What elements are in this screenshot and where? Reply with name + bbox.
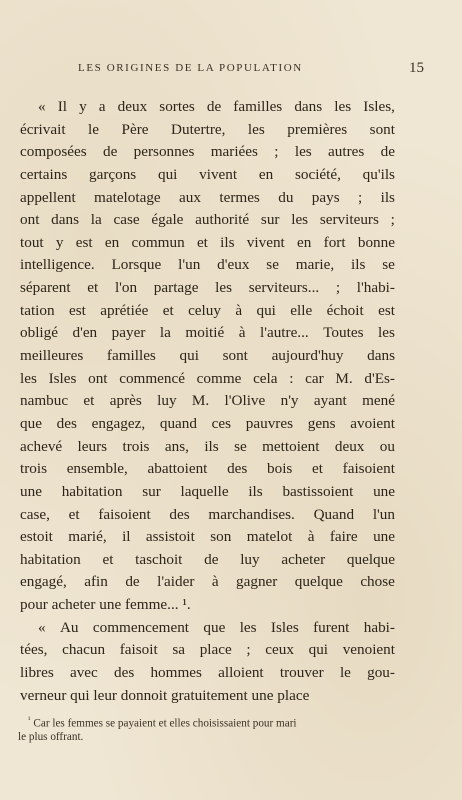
footnote-text: le plus offrant.: [18, 730, 84, 743]
text-line: tout y est en commun et ils vivent en fort bonne: [20, 233, 395, 251]
text-line: séparent et l'on partage les serviteurs... ; l'habi-: [20, 279, 395, 297]
text-line: pour acheter une femme... ¹.: [20, 596, 191, 614]
footnote-marker: ¹: [28, 715, 31, 724]
running-header: [70, 62, 424, 80]
text-line: une habitation sur laquelle ils bastissoient une: [20, 482, 395, 500]
text-line: écrivait le Père Dutertre, les premières sont: [20, 120, 395, 138]
footnote-text: Car les femmes se payaient et elles choisissaient pour mari: [33, 717, 297, 730]
text-line: case, et faisoient des marchandises. Quand l'un: [20, 505, 395, 523]
footnote-line: [18, 731, 398, 744]
text-line: engagé, afin de l'aider à gagner quelque chose: [20, 573, 395, 591]
text-line: « Il y a deux sortes de familles dans les Isles,: [38, 98, 395, 115]
text-line: que des engagez, quand ces pauvres gens avoient: [20, 414, 395, 432]
text-line: tées, chacun faisoit sa place ; ceux qui venoient: [20, 641, 395, 659]
text-line: libres avec des hommes alloient trouver le gou-: [20, 664, 395, 682]
text-line: achevé leurs trois ans, ils se mettoient deux ou: [20, 437, 395, 455]
text-line: verneur qui leur donnoit gratuitement une place: [20, 686, 310, 704]
text-line: appellent matelotage aux termes du pays ; ils: [20, 188, 395, 206]
text-line: les Isles ont commencé comme cela : car M. d'Es-: [20, 369, 395, 387]
text-line: certains garçons qui vivent en société, qu'ils: [20, 165, 395, 183]
text-line: nambuc et après luy M. l'Olive n'y ayant mené: [20, 392, 395, 410]
text-line: trois ensemble, abattoient des bois et faisoient: [20, 460, 395, 478]
text-line: intelligence. Lorsque l'un d'eux se marie, ils se: [20, 256, 395, 274]
text-line: estoit marié, il assistoit son matelot à faire une: [20, 528, 395, 546]
text-line: tation est aprétiée et celuy à qui elle échoit est: [20, 301, 395, 319]
text-line: meilleures familles qui sont aujourd'huy dans: [20, 347, 395, 365]
text-line: « Au commencement que les Isles furent habi-: [38, 618, 395, 636]
footnote-line: [18, 713, 398, 731]
text-line: ont dans la case égale authorité sur les serviteurs ;: [20, 211, 395, 229]
text-line: habitation et taschoit de luy acheter quelque: [20, 550, 395, 568]
footnote: [18, 713, 398, 744]
text-line: obligé d'en payer la moitié à l'autre... Toutes les: [20, 324, 395, 342]
body-text: [20, 96, 395, 707]
running-title: LES ORIGINES DE LA POPULATION: [78, 62, 303, 74]
text-line: composées de personnes mariées ; les autres de: [20, 143, 395, 161]
page-number: 15: [409, 60, 424, 76]
